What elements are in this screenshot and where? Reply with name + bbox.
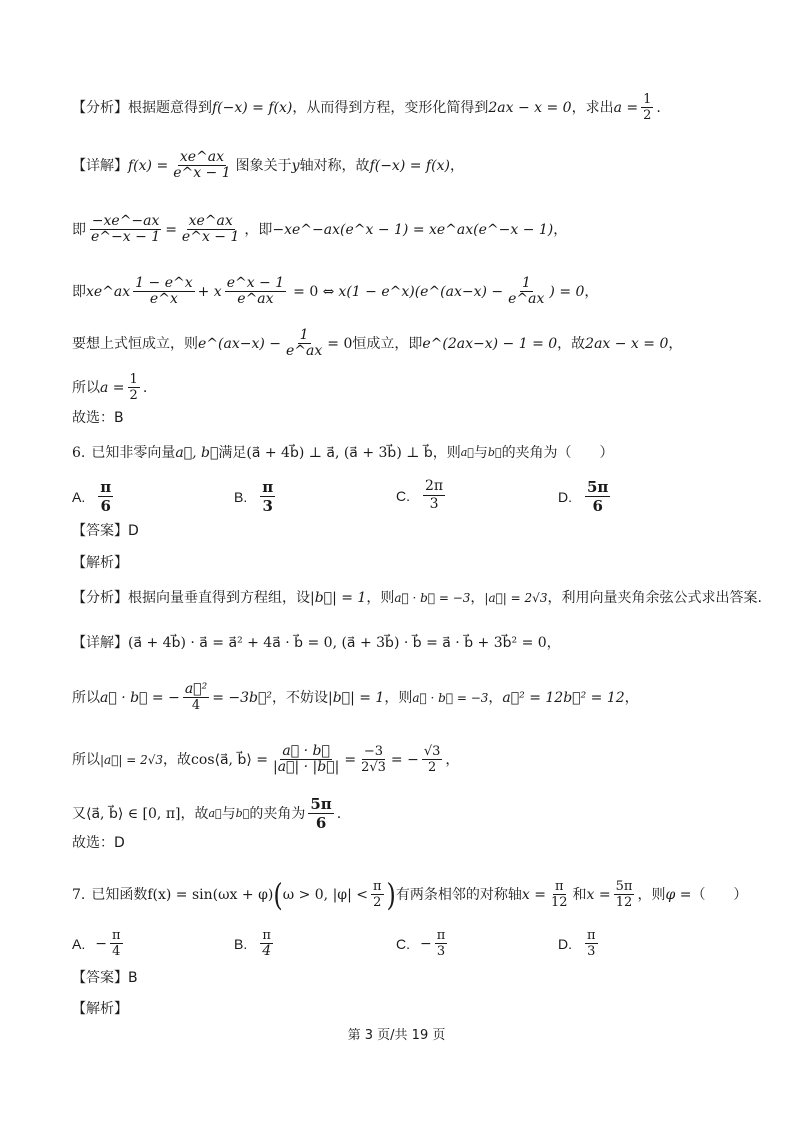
option-d[interactable] xyxy=(558,478,613,515)
fraction: $\frac{\pi}{2}$ xyxy=(373,879,382,910)
step-4-line xyxy=(72,372,753,403)
analysis-tag: 【分析】 xyxy=(72,590,128,606)
option-b[interactable] xyxy=(234,928,276,959)
text: 和 xyxy=(572,886,587,903)
expr: cos⟨a⃗, b⃗⟩ = xyxy=(191,751,268,768)
text: 即 xyxy=(72,283,86,300)
fraction: $\frac{1}{e\^{}ax}$ xyxy=(286,327,323,359)
choice-6: 故选：D xyxy=(72,835,125,851)
step-6b-line xyxy=(72,744,753,775)
option-label: D. xyxy=(558,488,572,505)
expr: |b⃗| = 1 xyxy=(310,590,367,606)
option-c[interactable] xyxy=(396,928,450,959)
text: ，不妨设 xyxy=(272,689,328,706)
analysis-tag: 【分析】 xyxy=(72,99,128,116)
punct: ， xyxy=(553,221,568,238)
question-7-line xyxy=(72,876,753,913)
punct: . xyxy=(142,379,148,396)
text: ， xyxy=(488,689,503,706)
text: ，则 xyxy=(637,886,666,903)
expr: xe^ax xyxy=(86,283,131,300)
text: ，故 xyxy=(557,335,586,352)
fraction: $\frac{\pi}{6}$ xyxy=(100,478,112,515)
expr: + x xyxy=(197,283,222,300)
punct: ， xyxy=(546,635,561,651)
text: 所以 xyxy=(72,379,100,396)
fraction: $\frac{5\pi}{6}$ xyxy=(310,795,332,832)
text: 要想上式恒成立，则 xyxy=(72,335,198,352)
fraction: $\frac{5\pi}{6}$ xyxy=(587,478,609,515)
expr: x(1 − e^x)(e^(ax−x) − xyxy=(338,283,504,300)
text: 有两条相邻的对称轴 xyxy=(395,886,522,903)
fraction: $\frac{a⃗ \cdot b⃗}{|a⃗| \cdot |b⃗|}$ xyxy=(272,743,340,775)
equation: 2ax − x = 0 xyxy=(488,99,572,116)
function: f(x) = xyxy=(128,157,169,174)
option-label: B. xyxy=(234,488,248,505)
analysis-6-line xyxy=(72,588,762,608)
text: ，求出 xyxy=(571,99,614,116)
punct: ， xyxy=(624,689,639,706)
vectors: a⃗, b⃗ xyxy=(175,445,219,461)
right-paren: ) xyxy=(386,876,396,913)
option-label: B. xyxy=(234,935,248,952)
function: f(x) = sin(ωx + φ) xyxy=(147,886,274,903)
variable: a = xyxy=(613,99,639,116)
text: 与 xyxy=(221,805,236,822)
question-number: 6. xyxy=(72,445,86,461)
fraction: $\frac{e\^{}x - 1}{e\^{}ax}$ xyxy=(226,275,285,307)
text: ， xyxy=(470,590,485,606)
step-6a-line xyxy=(72,682,753,713)
fraction: $\frac{\pi}{3}$ xyxy=(436,928,446,959)
text: ，从而得到方程，变形化简得到 xyxy=(292,99,489,116)
fraction: $\frac{1}{2}$ xyxy=(129,372,138,403)
option-label: C. xyxy=(396,487,410,504)
option-label: A. xyxy=(72,935,86,952)
equation: −xe^−ax(e^x − 1) = xe^ax(e^−x − 1) xyxy=(272,221,554,238)
fraction: $\frac{\pi}{3}$ xyxy=(587,928,596,959)
text: 的夹角为（ ） xyxy=(501,445,614,461)
vector-a: a⃗ xyxy=(208,806,222,820)
expr: x = xyxy=(586,886,611,903)
text: 恒成立，即 xyxy=(352,335,423,352)
expr: ) = 0 xyxy=(549,283,585,300)
fraction: $\frac{xe\^{}ax}{e\^{}x - 1}$ xyxy=(173,149,231,181)
expr: = 0 xyxy=(327,335,353,352)
fraction: $\frac{\pi}{12}$ xyxy=(551,879,568,910)
question-number: 7. xyxy=(72,886,86,903)
option-a[interactable] xyxy=(72,478,116,515)
text: ，即 xyxy=(244,221,273,238)
expr: e^(2ax−x) − 1 = 0 xyxy=(422,335,558,352)
expr: a⃗ · b⃗ = − xyxy=(100,689,180,706)
text: ，则 xyxy=(432,445,461,461)
text: 已知函数 xyxy=(91,886,148,903)
expr: |a⃗| = 2√3 xyxy=(484,591,548,605)
punct: ， xyxy=(668,335,683,352)
equals: = xyxy=(344,751,357,768)
jiexi-7: 【解析】 xyxy=(72,1001,128,1017)
text: 轴对称，故 xyxy=(299,157,370,174)
step-2-line xyxy=(72,276,753,307)
vector-a: a⃗ xyxy=(460,446,474,459)
expr: (a⃗ + 4b⃗) · a⃗ = a⃗² + 4a⃗ · b⃗ = 0, (a⃗ + 3b⃗) · b⃗ = a⃗ · b⃗ + 3b⃗² = 0 xyxy=(128,635,547,651)
page-footer: 第 3 页/共 19 页 xyxy=(347,1028,446,1043)
variable: a = xyxy=(100,379,125,396)
expr: φ = xyxy=(665,886,692,903)
text: 图象关于 xyxy=(235,157,292,174)
question-6-line xyxy=(72,443,753,463)
expr: a⃗ · b⃗ = −3 xyxy=(412,690,489,705)
expr: = −3b⃗² xyxy=(212,689,272,706)
equals: = xyxy=(165,221,177,238)
text: ，利用向量夹角余弦公式求出答案. xyxy=(547,590,762,606)
punct: ， xyxy=(449,157,464,174)
fraction: $\frac{-3}{2√3}$ xyxy=(361,744,386,775)
step-1-line xyxy=(72,214,753,245)
jiexi-6: 【解析】 xyxy=(72,555,128,571)
text: 根据向量垂直得到方程组，设 xyxy=(128,590,310,606)
fraction: $\frac{1 - e\^{}x}{e\^{}x}$ xyxy=(135,275,193,307)
equals: = − xyxy=(390,751,419,768)
fraction: $\frac{\pi}{3}$ xyxy=(262,478,274,515)
option-c[interactable] xyxy=(396,478,448,513)
step-3-line xyxy=(72,328,753,359)
fraction: $\frac{1}{e\^{}ax}$ xyxy=(508,275,545,307)
sign: − xyxy=(420,935,432,952)
detail-6-line xyxy=(72,633,753,653)
text: 所以 xyxy=(72,689,100,706)
choice-5: 故选：B xyxy=(72,410,124,426)
sign: − xyxy=(95,935,107,952)
fraction: $\frac{-xe\^{}-ax}{e\^{}-x - 1}$ xyxy=(91,213,161,245)
text: 根据题意得到 xyxy=(128,99,212,116)
condition: ω > 0, |φ| < xyxy=(282,886,368,903)
text: 满足 xyxy=(218,445,247,461)
option-label: D. xyxy=(558,935,572,952)
expr: e^(ax−x) − xyxy=(198,335,281,352)
fraction: $\frac{√3}{2}$ xyxy=(423,744,441,775)
text: ，故 xyxy=(163,751,192,768)
fraction: $\frac{\pi}{4}$ xyxy=(111,928,121,959)
punct: ， xyxy=(445,751,460,768)
text: （ ） xyxy=(691,886,748,903)
text: 与 xyxy=(473,445,488,461)
punct: . xyxy=(656,99,661,116)
text: 即 xyxy=(72,221,86,238)
fraction: $\frac{\text{a⃗²}}{4}$ xyxy=(184,681,208,713)
expr: 2ax − x = 0 xyxy=(585,335,669,352)
option-a[interactable] xyxy=(72,928,126,959)
step-6c-line xyxy=(72,795,753,832)
text: ，故 xyxy=(180,805,209,822)
answer-6: 【答案】D xyxy=(72,523,139,539)
fraction: $\frac{1}{2}$ xyxy=(643,92,652,123)
vector-b: b⃗ xyxy=(487,446,502,459)
fraction: $\frac{xe\^{}ax}{e\^{}x - 1}$ xyxy=(181,213,240,245)
expr: |b⃗| = 1 xyxy=(328,689,385,706)
option-label: C. xyxy=(396,935,410,952)
left-paren: ( xyxy=(273,876,283,913)
option-label: A. xyxy=(72,488,86,505)
variable: y xyxy=(291,157,300,174)
expr: ⟨a⃗, b⃗⟩ ∈ [0, π] xyxy=(86,805,181,822)
expr: |a⃗| = 2√3 xyxy=(100,752,164,767)
equation: f(−x) = f(x) xyxy=(369,157,450,174)
text: 已知非零向量 xyxy=(91,445,176,461)
analysis-5-line xyxy=(72,92,753,123)
punct: ， xyxy=(584,283,599,300)
option-d[interactable] xyxy=(558,928,601,959)
fraction: $\frac{2\pi}{3}$ xyxy=(425,478,444,512)
answer-7: 【答案】B xyxy=(72,970,138,986)
detail-5-line xyxy=(72,150,753,181)
detail-tag: 【详解】 xyxy=(72,635,128,651)
expr: x = xyxy=(521,886,546,903)
equivalence: = 0 ⇔ xyxy=(293,283,335,300)
text: 所以 xyxy=(72,751,100,768)
fraction: $\frac{\pi}{4}$ xyxy=(262,928,272,959)
expr: a⃗ · b⃗ = −3 xyxy=(394,591,471,605)
detail-tag: 【详解】 xyxy=(72,157,128,174)
text: ，则 xyxy=(366,590,395,606)
punct: . xyxy=(336,805,342,822)
option-b[interactable] xyxy=(234,478,278,515)
text: 又 xyxy=(72,805,86,822)
condition: (a⃗ + 4b⃗) ⊥ a⃗, (a⃗ + 3b⃗) ⊥ b⃗ xyxy=(246,445,433,461)
equation: f(−x) = f(x) xyxy=(212,99,293,116)
text: ，则 xyxy=(384,689,413,706)
vector-b: b⃗ xyxy=(235,806,250,820)
fraction: $\frac{5\pi}{12}$ xyxy=(615,879,633,910)
expr: a⃗² = 12b⃗² = 12 xyxy=(502,689,625,706)
text: 的夹角为 xyxy=(249,805,306,822)
